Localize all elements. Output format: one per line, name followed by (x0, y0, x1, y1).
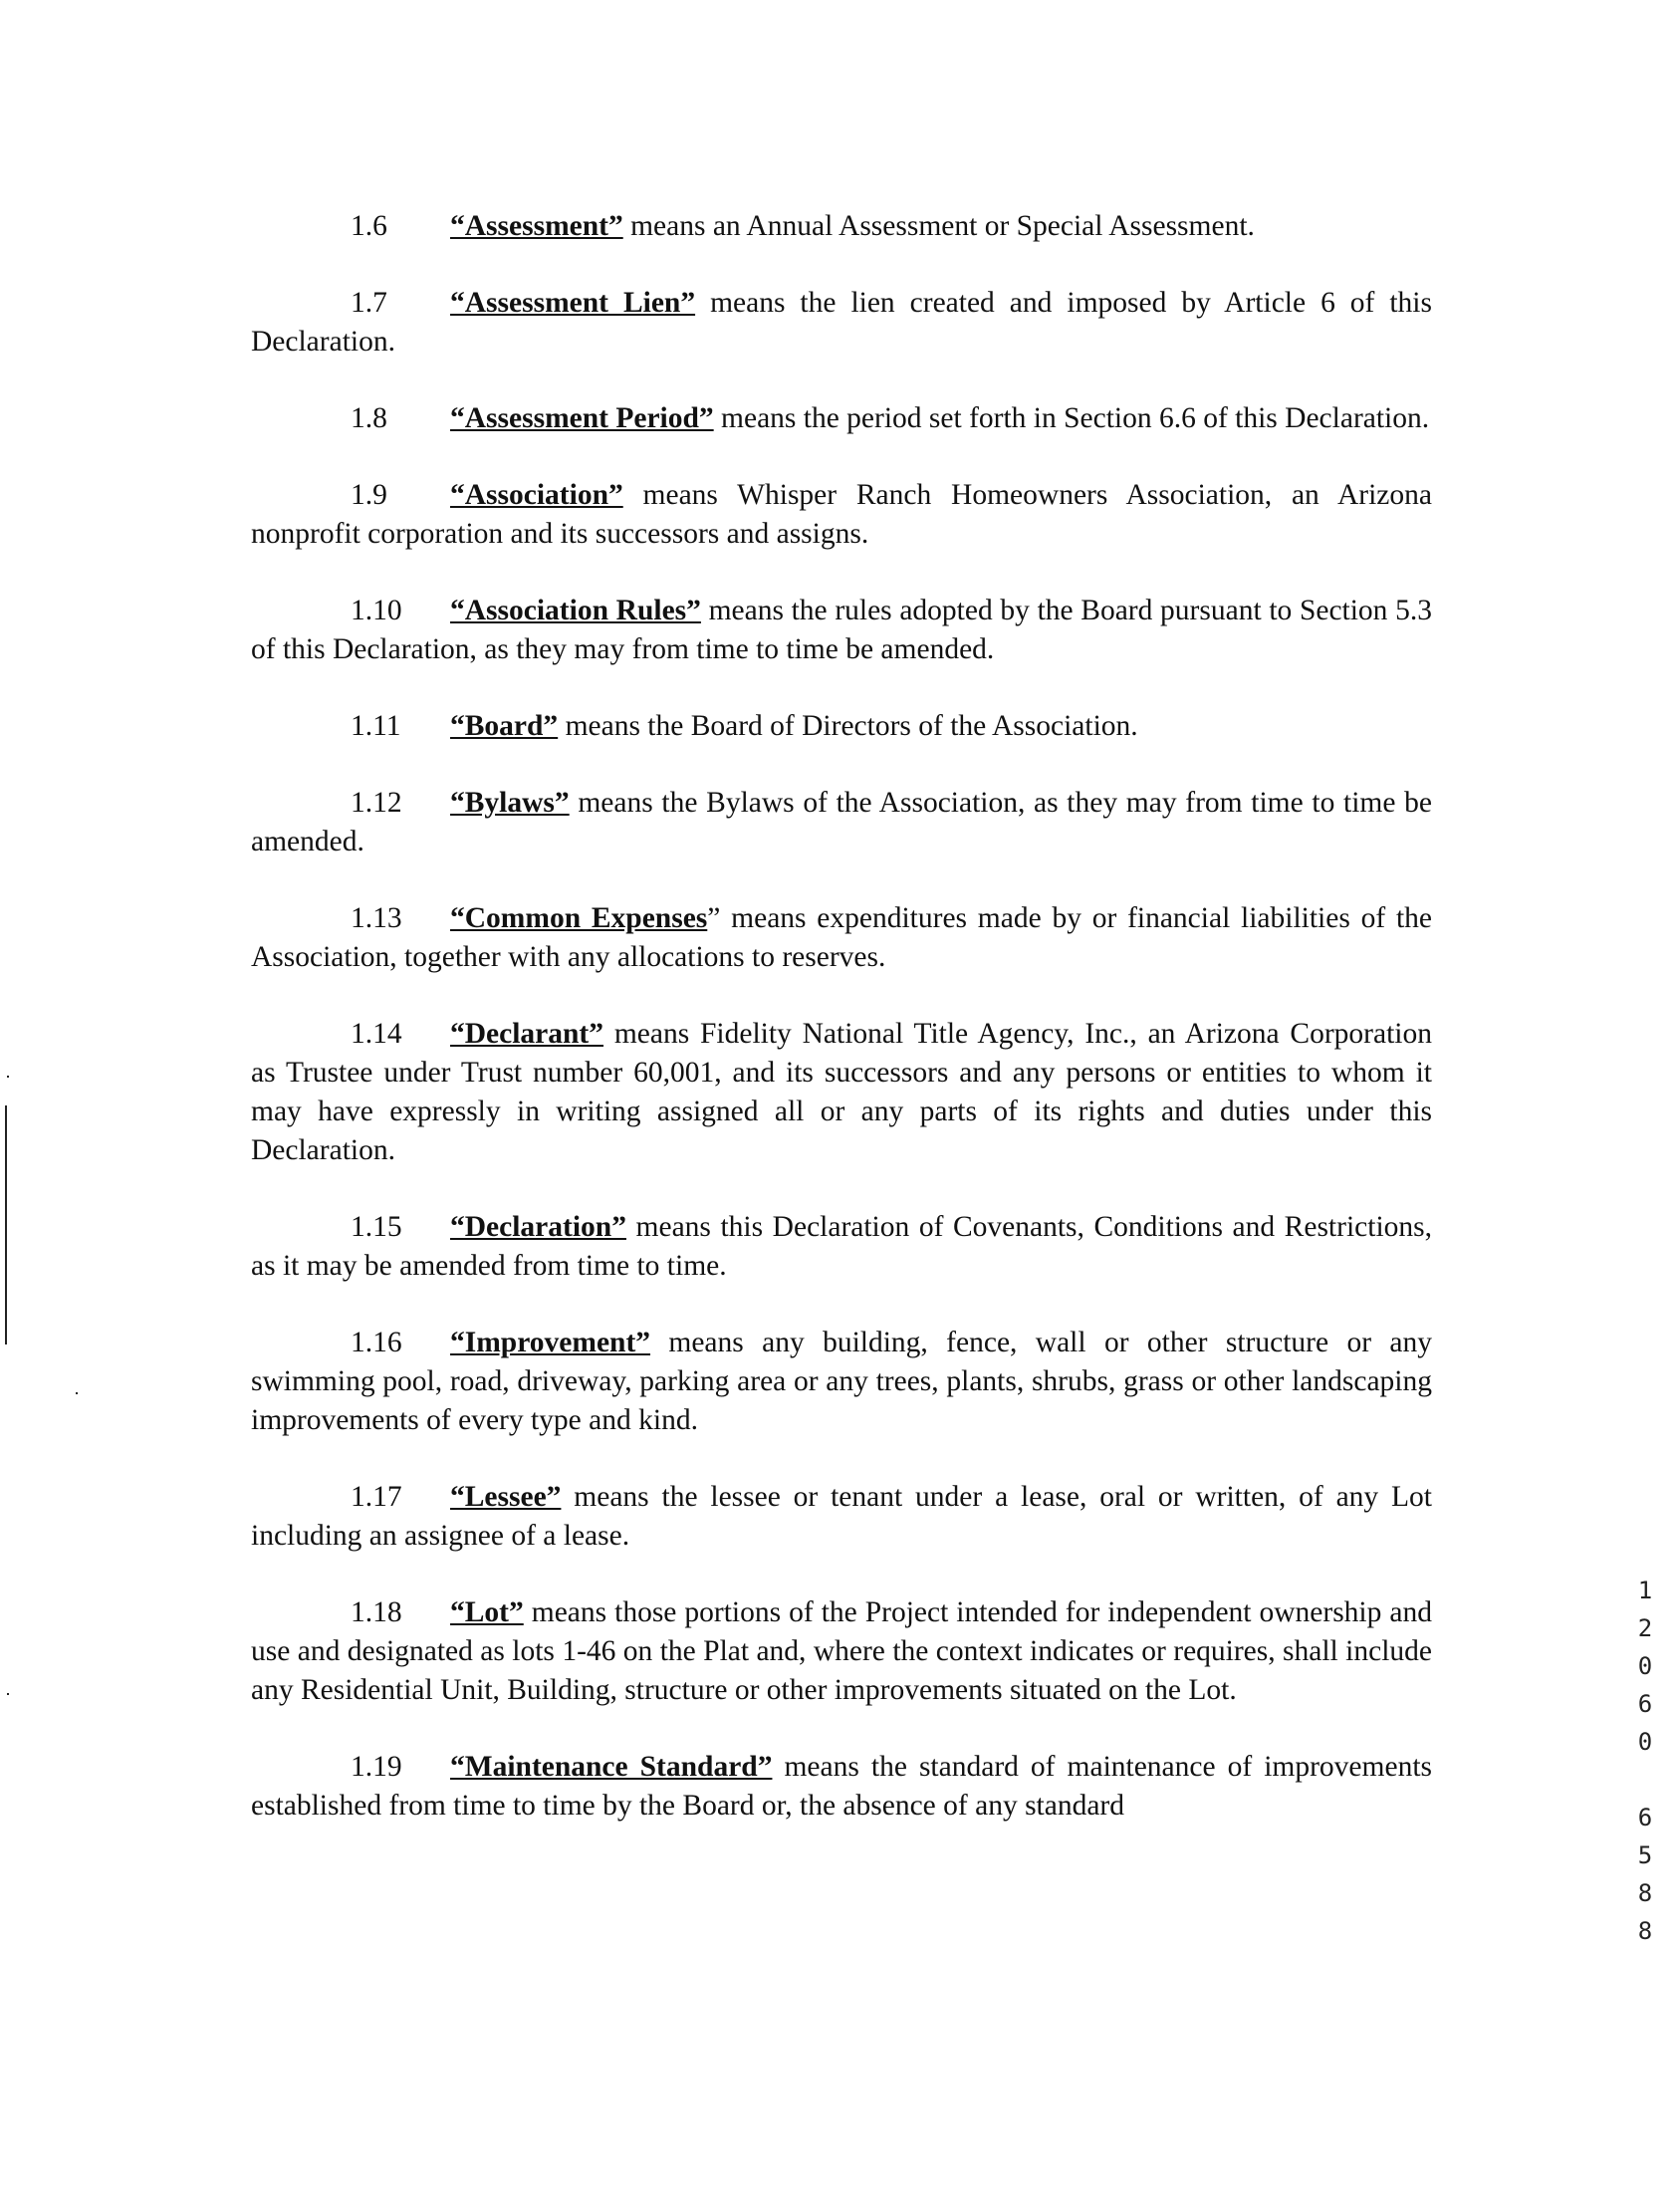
definition-text: means the lessee or tenant under a lease, oral or written, of any Lot including an assignee of a lease. (251, 1481, 1432, 1552)
definition-number: 1.7 (351, 287, 387, 319)
definition-text: means any building, fence, wall or other structure or any swimming pool, road, driveway, parking area or any trees, plants, shrubs, grass or other landscaping improvements of every type and kind. (251, 1327, 1432, 1436)
definition-term: “Lessee” (450, 1481, 562, 1513)
stamp-digit: 0 (1637, 1652, 1653, 1680)
stamp-digit: 2 (1637, 1614, 1653, 1642)
definition-1-7 (251, 284, 1432, 362)
stamp-digit: 6 (1637, 1804, 1653, 1831)
definition-1-12 (251, 784, 1432, 861)
definition-number: 1.19 (351, 1751, 402, 1783)
definition-term: “Bylaws” (450, 787, 570, 819)
definition-text: means Whisper Ranch Homeowners Association, an Arizona nonprofit corporation and its successors and assigns. (251, 479, 1432, 550)
definition-number: 1.16 (351, 1327, 402, 1358)
definition-term: “Lot” (450, 1596, 524, 1628)
definition-number: 1.18 (351, 1596, 402, 1628)
definition-term: “Association” (450, 479, 623, 511)
definition-text: ” means expenditures made by or financial liabilities of the Association, together with any allocations to reserves. (251, 902, 1432, 973)
definition-text: means the period set forth in Section 6.6 of this Declaration. (713, 402, 1430, 434)
recording-number-stamp (1633, 1572, 1657, 1950)
stamp-digit: 5 (1637, 1841, 1653, 1869)
definition-1-10 (251, 592, 1432, 669)
definitions-list (251, 207, 1432, 1863)
definition-term: “Assessment” (450, 210, 623, 242)
definition-1-16 (251, 1324, 1432, 1440)
margin-scan-line (5, 1105, 7, 1344)
definition-term: “Declaration” (450, 1211, 626, 1243)
stamp-digit: 6 (1637, 1690, 1653, 1718)
stamp-digit: 0 (1637, 1728, 1653, 1756)
definition-1-17 (251, 1478, 1432, 1556)
definition-term: “Board” (450, 710, 559, 742)
definition-text: means those portions of the Project intended for independent ownership and use and designated as lots 1-46 on the Plat and, where the context indicates or requires, shall include any Residential Unit, Building, structure or other improvements situated on the Lot. (251, 1596, 1432, 1706)
definition-1-14 (251, 1015, 1432, 1170)
definition-1-8 (251, 399, 1432, 438)
definition-term: “Assessment Lien” (450, 287, 696, 319)
margin-scan-dot (7, 1076, 9, 1078)
definition-term: “Common Expenses (450, 902, 708, 934)
definition-term: “Assessment Period” (450, 402, 714, 434)
margin-scan-dot (7, 1693, 9, 1695)
definition-number: 1.17 (351, 1481, 402, 1513)
definition-number: 1.12 (351, 787, 402, 819)
stamp-digit: 8 (1637, 1879, 1653, 1907)
definition-text: means an Annual Assessment or Special Assessment. (622, 210, 1255, 242)
definition-text: means Fidelity National Title Agency, Inc., an Arizona Corporation as Trustee under Trust number 60,001, and its successors and any persons or entities to whom it may have expressly in writing assigned all or any parts of its rights and duties under this Declaration. (251, 1018, 1432, 1166)
definition-1-13 (251, 899, 1432, 977)
definition-term: “Association Rules” (450, 595, 701, 626)
definition-number: 1.9 (351, 479, 387, 511)
definition-term: “Maintenance Standard” (450, 1751, 773, 1783)
definition-number: 1.13 (351, 902, 402, 934)
stamp-digit: 8 (1637, 1917, 1653, 1945)
definition-term: “Improvement” (450, 1327, 651, 1358)
stamp-digit (1633, 1761, 1657, 1799)
definition-text: means the rules adopted by the Board pursuant to Section 5.3 of this Declaration, as they may from time to time be amended. (251, 595, 1432, 665)
definition-1-11 (251, 707, 1432, 746)
definition-term: “Declarant” (450, 1018, 604, 1050)
definition-1-19 (251, 1748, 1432, 1826)
definition-1-15 (251, 1208, 1432, 1286)
definition-number: 1.15 (351, 1211, 402, 1243)
stamp-digit: 1 (1637, 1577, 1653, 1604)
definition-1-9 (251, 476, 1432, 554)
definition-text: means this Declaration of Covenants, Conditions and Restrictions, as it may be amended from time to time. (251, 1211, 1432, 1282)
definition-number: 1.8 (351, 402, 387, 434)
definition-number: 1.6 (351, 210, 387, 242)
definition-text: means the standard of maintenance of improvements established from time to time by the Board or, the absence of any standard (251, 1751, 1432, 1822)
definition-text: means the Bylaws of the Association, as they may from time to time be amended. (251, 787, 1432, 857)
definition-1-18 (251, 1593, 1432, 1710)
definition-text: means the lien created and imposed by Article 6 of this Declaration. (251, 287, 1432, 358)
definition-number: 1.14 (351, 1018, 402, 1050)
definition-text: means the Board of Directors of the Association. (558, 710, 1138, 742)
definition-1-6 (251, 207, 1432, 246)
definition-number: 1.10 (351, 595, 402, 626)
margin-scan-dot (76, 1392, 78, 1394)
definition-number: 1.11 (351, 710, 401, 742)
